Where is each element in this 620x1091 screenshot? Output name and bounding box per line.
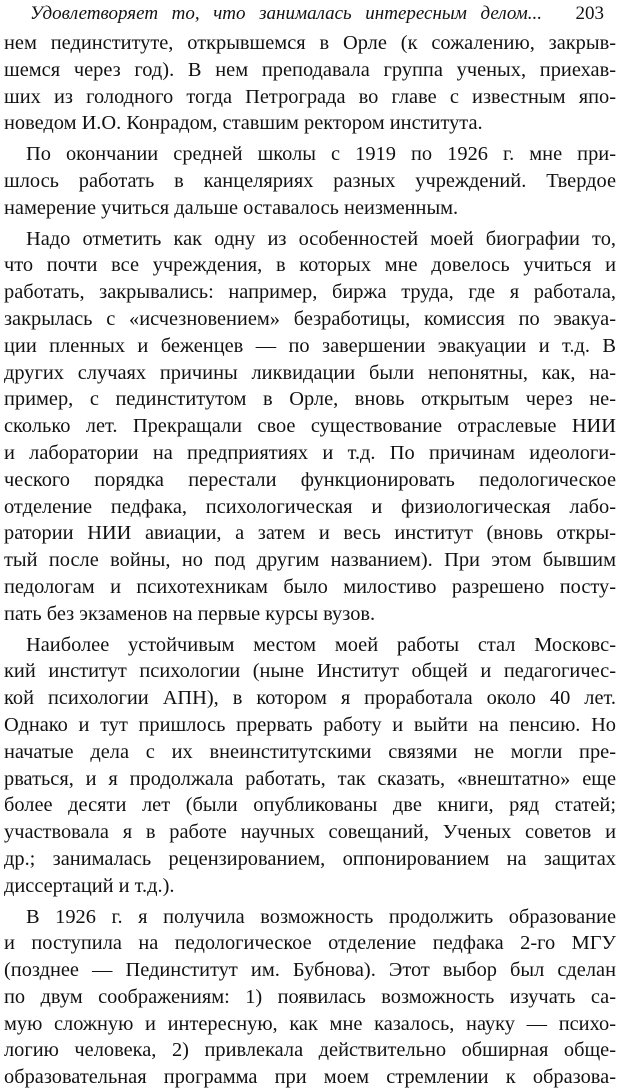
text-line: диссертаций и т.д.). — [4, 873, 616, 900]
text-line: сколько лет. Прекращали свое существование отраслевые НИИ — [4, 413, 616, 440]
text-line: рваться, и я продолжала работать, так сказать, «внештатно» еще — [4, 766, 616, 793]
text-line: ции пленных и беженцев — по завершении эвакуации и т.д. В — [4, 333, 616, 360]
text-line: работать, закрывались: например, биржа труда, где я работала, — [4, 279, 616, 306]
text-line: и поступила на педологическое отделение педфака 2-го МГУ — [4, 930, 616, 957]
text-line: тый после войны, но под другим названием). При этом бывшим — [4, 547, 616, 574]
paragraph-4 — [4, 632, 616, 900]
text-line: что почти все учреждения, в которых мне довелось учиться и — [4, 252, 616, 279]
text-line: других случаях причины ликвидации были непонятны, как, на- — [4, 360, 616, 387]
text-line: Наиболее устойчивым местом моей работы стал Московс- — [4, 632, 616, 659]
body-text — [4, 30, 616, 1091]
text-line: (позднее — Пединститут им. Бубнова). Этот выбор был сделан — [4, 957, 616, 984]
text-line: логию человека, 2) привлекала действительно обширная обще- — [4, 1037, 616, 1064]
text-line: шлось работать в канцеляриях разных учреждений. Твердое — [4, 168, 616, 195]
text-line: пать без экзаменов на первые курсы вузов. — [4, 601, 616, 628]
text-line: Однако и тут пришлось прервать работу и выйти на пенсию. Но — [4, 712, 616, 739]
paragraph-2 — [4, 141, 616, 221]
text-line: по двум соображениям: 1) появилась возможность изучать са- — [4, 984, 616, 1011]
text-line: По окончании средней школы с 1919 по 1926 г. мне при- — [4, 141, 616, 168]
text-line: др.; занималась рецензированием, оппонированием на защитах — [4, 846, 616, 873]
paragraph-3 — [4, 226, 616, 628]
text-line: новедом И.О. Конрадом, ставшим ректором института. — [4, 110, 616, 137]
text-line: образовательная программа при моем стремлении к образова- — [4, 1064, 616, 1091]
text-line: кий институт психологии (ныне Институт общей и педагогичес- — [4, 658, 616, 685]
text-line: начатые дела с их внеинститутскими связями не могли пре- — [4, 739, 616, 766]
text-line: В 1926 г. я получила возможность продолжить образование — [4, 904, 616, 931]
text-line: педологам и психотехникам было милостиво разрешено посту- — [4, 574, 616, 601]
text-line: пример, с пединститутом в Орле, вновь открытым через не- — [4, 386, 616, 413]
text-line: шемся через год). В нем преподавала группа ученых, приехав- — [4, 57, 616, 84]
text-line: ческого порядка перестали функционировать педологическое — [4, 467, 616, 494]
text-line: ратории НИИ авиации, а затем и весь институт (вновь откры- — [4, 520, 616, 547]
paragraph-5 — [4, 904, 616, 1091]
text-line: и лаборатории на предприятиях и т.д. По причинам идеологи- — [4, 440, 616, 467]
page-number: 203 — [558, 2, 604, 26]
text-line: участвовала я в работе научных совещаний, Ученых советов и — [4, 819, 616, 846]
text-line: отделение педфака, психологическая и физиологическая лабо- — [4, 494, 616, 521]
text-line: кой психологии АПН), в котором я проработала около 40 лет. — [4, 685, 616, 712]
running-head — [0, 2, 620, 28]
text-line: мую сложную и интересную, как мне казалось, науку — психо- — [4, 1011, 616, 1038]
text-line: закрылась с «исчезновением» безработицы, комиссия по эвакуа- — [4, 306, 616, 333]
text-line: намерение учиться дальше оставалось неизменным. — [4, 195, 616, 222]
text-line: Надо отметить как одну из особенностей моей биографии то, — [4, 226, 616, 253]
text-line: ших из голодного тогда Петрограда во главе с известным япо- — [4, 84, 616, 111]
paragraph-1 — [4, 30, 616, 137]
running-title: Удовлетворяет то, что занималась интересным делом... — [30, 2, 542, 26]
text-line: более десяти лет (были опубликованы две книги, ряд статей; — [4, 792, 616, 819]
text-line: нем пединституте, открывшемся в Орле (к сожалению, закрыв- — [4, 30, 616, 57]
